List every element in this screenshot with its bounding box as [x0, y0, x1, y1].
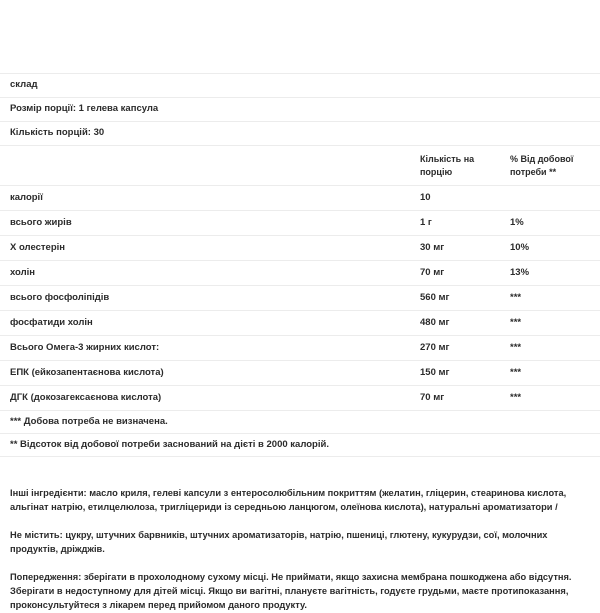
column-header-amount	[420, 153, 510, 179]
footnote-row-1	[0, 410, 600, 433]
table-row	[0, 260, 600, 285]
table-row	[0, 360, 600, 385]
nutrient-name: всього жирів	[10, 216, 72, 228]
column-header-percent-label: % Від добової потреби **	[510, 154, 574, 178]
nutrient-percent: ***	[510, 366, 522, 378]
warning-paragraph: Попередження: зберігати в прохолодному сухому місці. Не приймати, якщо захисна мембрана пошкоджена або відсутня. Зберігати в недоступному для дітей місці. Якщо ви вагітні, плануєте вагітність, годуєте грудьми, маєте протипоказання, проконсультуйтеся з лікарем перед прийомом даного продукту.	[10, 571, 572, 611]
free-text-block	[0, 486, 600, 613]
nutrient-percent: ***	[510, 291, 522, 303]
nutrient-amount: 150 мг	[420, 366, 450, 378]
nutrient-name: холін	[10, 266, 36, 278]
top-spacer	[0, 0, 600, 73]
table-row	[0, 210, 600, 235]
nutrient-percent: 13%	[510, 266, 530, 278]
nutrient-amount: 10	[420, 191, 431, 203]
footnote-2-text: ** Відсоток від добової потреби заснований на дієті в 2000 калорій.	[10, 438, 329, 450]
bottom-rule	[0, 456, 600, 472]
nutrient-name: Всього Омега-3 жирних кислот:	[10, 341, 160, 353]
nutrient-amount: 70 мг	[420, 391, 445, 403]
nutrient-name: Х олестерін	[10, 241, 66, 253]
nutrient-amount: 270 мг	[420, 341, 450, 353]
other-ingredients-paragraph: Інші інгредієнти: масло криля, гелеві капсули з ентеросолюбільним покриттям (желатин, гліцерин, стеаринова кислота, альгінат натрію, етилцелюлоза, тригліцериди із середньою ланцюгом, олеїнова кислота), натуральні ароматизатори /	[10, 488, 567, 513]
nutrient-amount: 1 г	[420, 216, 432, 228]
nutrient-amount: 70 мг	[420, 266, 445, 278]
nutrient-amount: 560 мг	[420, 291, 450, 303]
nutrient-name: ДГК (докозагексаєнова кислота)	[10, 391, 162, 403]
nutrient-percent: ***	[510, 341, 522, 353]
nutrient-name: ЕПК (ейкозапентаєнова кислота)	[10, 366, 164, 378]
nutrient-amount: 480 мг	[420, 316, 450, 328]
footnote-row-2	[0, 433, 600, 456]
table-row	[0, 310, 600, 335]
servings-per-container-text: Кількість порцій: 30	[10, 127, 105, 139]
table-header-row	[0, 145, 600, 185]
serving-size-text: Розмір порції: 1 гелева капсула	[10, 103, 159, 115]
nutrient-name: фосфатиди холін	[10, 316, 93, 328]
table-row	[0, 185, 600, 210]
table-row	[0, 385, 600, 410]
footnote-1-text: *** Добова потреба не визначена.	[10, 415, 168, 427]
nutrient-name: калорії	[10, 191, 43, 203]
column-header-percent	[510, 153, 590, 179]
nutrient-amount: 30 мг	[420, 241, 445, 253]
nutrient-name: всього фосфоліпідів	[10, 291, 110, 303]
nutrient-percent: ***	[510, 391, 522, 403]
servings-per-container-row	[0, 121, 600, 145]
column-header-amount-label: Кількість на порцію	[420, 154, 475, 178]
nutrient-rows	[0, 185, 600, 410]
table-row	[0, 285, 600, 310]
table-row	[0, 335, 600, 360]
free-from-paragraph: Не містить: цукру, штучних барвників, штучних ароматизаторів, натрію, пшениці, глютену, кукурудзи, сої, молочних продуктів, дріжджів.	[10, 529, 548, 555]
label-title: склад	[10, 79, 38, 91]
nutrient-percent: 10%	[510, 241, 530, 253]
nutrient-percent: ***	[510, 316, 522, 328]
nutrient-percent: 1%	[510, 216, 524, 228]
serving-size-row	[0, 97, 600, 121]
label-title-row	[0, 73, 600, 97]
table-row	[0, 235, 600, 260]
